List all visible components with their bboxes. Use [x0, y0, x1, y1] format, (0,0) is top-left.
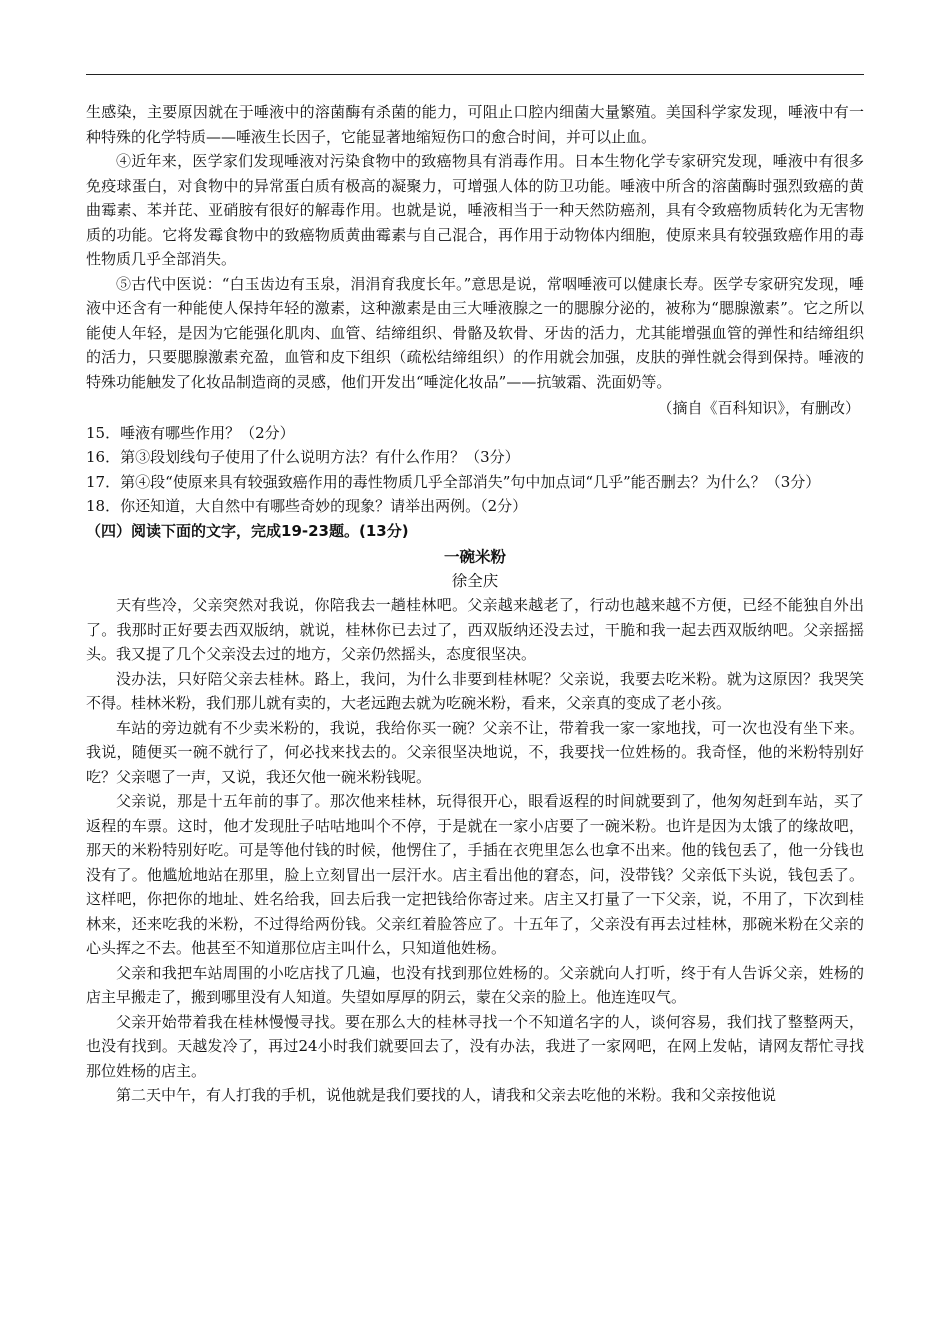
story-title: 一碗米粉: [443, 548, 506, 566]
section-4-heading: （四）阅读下面的文字，完成19-23题。(13分): [86, 521, 409, 540]
question-15: 15．唾液有哪些作用？（2分）: [86, 423, 295, 442]
article1-source: （摘自《百科知识》，有删改）: [657, 399, 860, 417]
article1-paragraph-5: ⑤古代中医说：“白玉齿边有玉泉，涓涓育我度长年。”意思是说，常咽唾液可以健康长寿。医学专家研究发现，唾液中还含有一种能使人保持年轻的激素，这种激素是由三大唾液腺之一的腮腺分泌的，被称为“腮腺激素”。它之所以能使人年轻，是因为它能强化肌肉、血管、结缔组织、骨骼及软骨、牙齿的活力，尤其能增强血管的弹性和结缔组织的活力，只要腮腺激素充盈，血管和皮下组织（疏松结缔组织）的作用就会加强，皮肤的弹性就会得到保持。唾液的特殊功能触发了化妆品制造商的灵感，他们开发出“唾淀化妆品”——抗皱霜、洗面奶等。: [86, 274, 864, 391]
question-16: 16．第③段划线句子使用了什么说明方法？有什么作用？（3分）: [86, 448, 520, 466]
story-paragraph-3: 车站的旁边就有不少卖米粉的，我说，我给你买一碗？父亲不让，带着我一家一家地找，可一次也没有坐下来。我说，随便买一碗不就行了，何必找来找去的。父亲很坚决地说，不，我要找一位姓杨的。我奇怪，他的米粉特别好吃？父亲嗯了一声，又说，我还欠他一碗米粉钱呢。: [86, 718, 864, 786]
article1-paragraph-4: ④近年来，医学家们发现唾液对污染食物中的致癌物具有消毒作用。日本生物化学专家研究发现，唾液中有很多免疫球蛋白，对食物中的异常蛋白质有极高的凝聚力，可增强人体的防卫功能。唾液中所含的溶菌酶时强烈致癌的黄曲霉素、苯并芘、亚硝胺有很好的解毒作用。也就是说，唾液相当于一种天然防癌剂，具有令致癌物质转化为无害物质的功能。它将发霉食物中的致癌物质黄曲霉素与自己混合，再作用于动物体内细胞，使原来具有较强致癌作用的毒性物质几乎全部消失。: [86, 152, 864, 268]
story-paragraph-7: 第二天中午，有人打我的手机，说他就是我们要找的人，请我和父亲去吃他的米粉。我和父亲按他说: [116, 1086, 777, 1104]
story-paragraph-2: 没办法，只好陪父亲去桂林。路上，我问，为什么非要到桂林呢？父亲说，我要去吃米粉。就为这原因？我哭笑不得。桂林米粉，我们那儿就有卖的，大老远跑去就为吃碗米粉，看来，父亲真的变成了老小孩。: [86, 669, 864, 712]
story-paragraph-1: 天有些冷，父亲突然对我说，你陪我去一趟桂林吧。父亲越来越老了，行动也越来越不方便，已经不能独自外出了。我那时正好要去西双版纳，就说，桂林你已去过了，西双版纳还没去过，干脆和我一起去西双版纳吧。父亲摇摇头。我又提了几个父亲没去过的地方，父亲仍然摇头，态度很坚决。: [86, 596, 864, 663]
story-paragraph-4: 父亲说，那是十五年前的事了。那次他来桂林，玩得很开心，眼看返程的时间就要到了，他匆匆赶到车站，买了返程的车票。这时，他才发现肚子咕咕地叫个不停，于是就在一家小店要了一碗米粉。也许是因为太饿了的缘故吧，那天的米粉特别好吃。可是等他付钱的时候，他愣住了，手插在衣兜里怎么也拿不出来。他的钱包丢了，他一分钱也没有了。他尴尬地站在那里，脸上立刻冒出一层汗水。店主看出他的窘态，问，没带钱？父亲低下头说，钱包丢了。这样吧，你把你的地址、姓名给我，回去后我一定把钱给你寄过来。店主又打量了一下父亲，说，不用了，下次到桂林来，还来吃我的米粉，不过得给两份钱。父亲红着脸答应了。十五年了，父亲没有再去过桂林，那碗米粉在父亲的心头挥之不去。他甚至不知道那位店主叫什么，只知道他姓杨。: [86, 792, 864, 957]
article1-paragraph-continued: 生感染，主要原因就在于唾液中的溶菌酶有杀菌的能力，可阻止口腔内细菌大量繁殖。美国科学家发现，唾液中有一种特殊的化学特质——唾液生长因子，它能显著地缩短伤口的愈合时间，并可以止血。: [86, 103, 864, 146]
document-body: [86, 100, 864, 1108]
story-author: 徐全庆: [451, 572, 499, 590]
question-17: 17．第④段“使原来具有较强致癌作用的毒性物质几乎全部消失”句中加点词“几乎”能否删去？为什么？（3分）: [86, 472, 821, 491]
header-rule: [86, 74, 864, 75]
story-paragraph-6: 父亲开始带着我在桂林慢慢寻找。要在那么大的桂林寻找一个不知道名字的人，谈何容易，我们找了整整两天，也没有找到。天越发冷了，再过24小时我们就要回去了，没有办法，我进了一家网吧，在网上发帖，请网友帮忙寻找那位姓杨的店主。: [86, 1012, 864, 1080]
story-paragraph-5: 父亲和我把车站周围的小吃店找了几遍，也没有找到那位姓杨的。父亲就向人打听，终于有人告诉父亲，姓杨的店主早搬走了，搬到哪里没有人知道。失望如厚厚的阴云，蒙在父亲的脸上。他连连叹气。: [86, 963, 864, 1006]
question-18: 18．你还知道，大自然中有哪些奇妙的现象？请举出两例。（2分）: [86, 497, 528, 515]
